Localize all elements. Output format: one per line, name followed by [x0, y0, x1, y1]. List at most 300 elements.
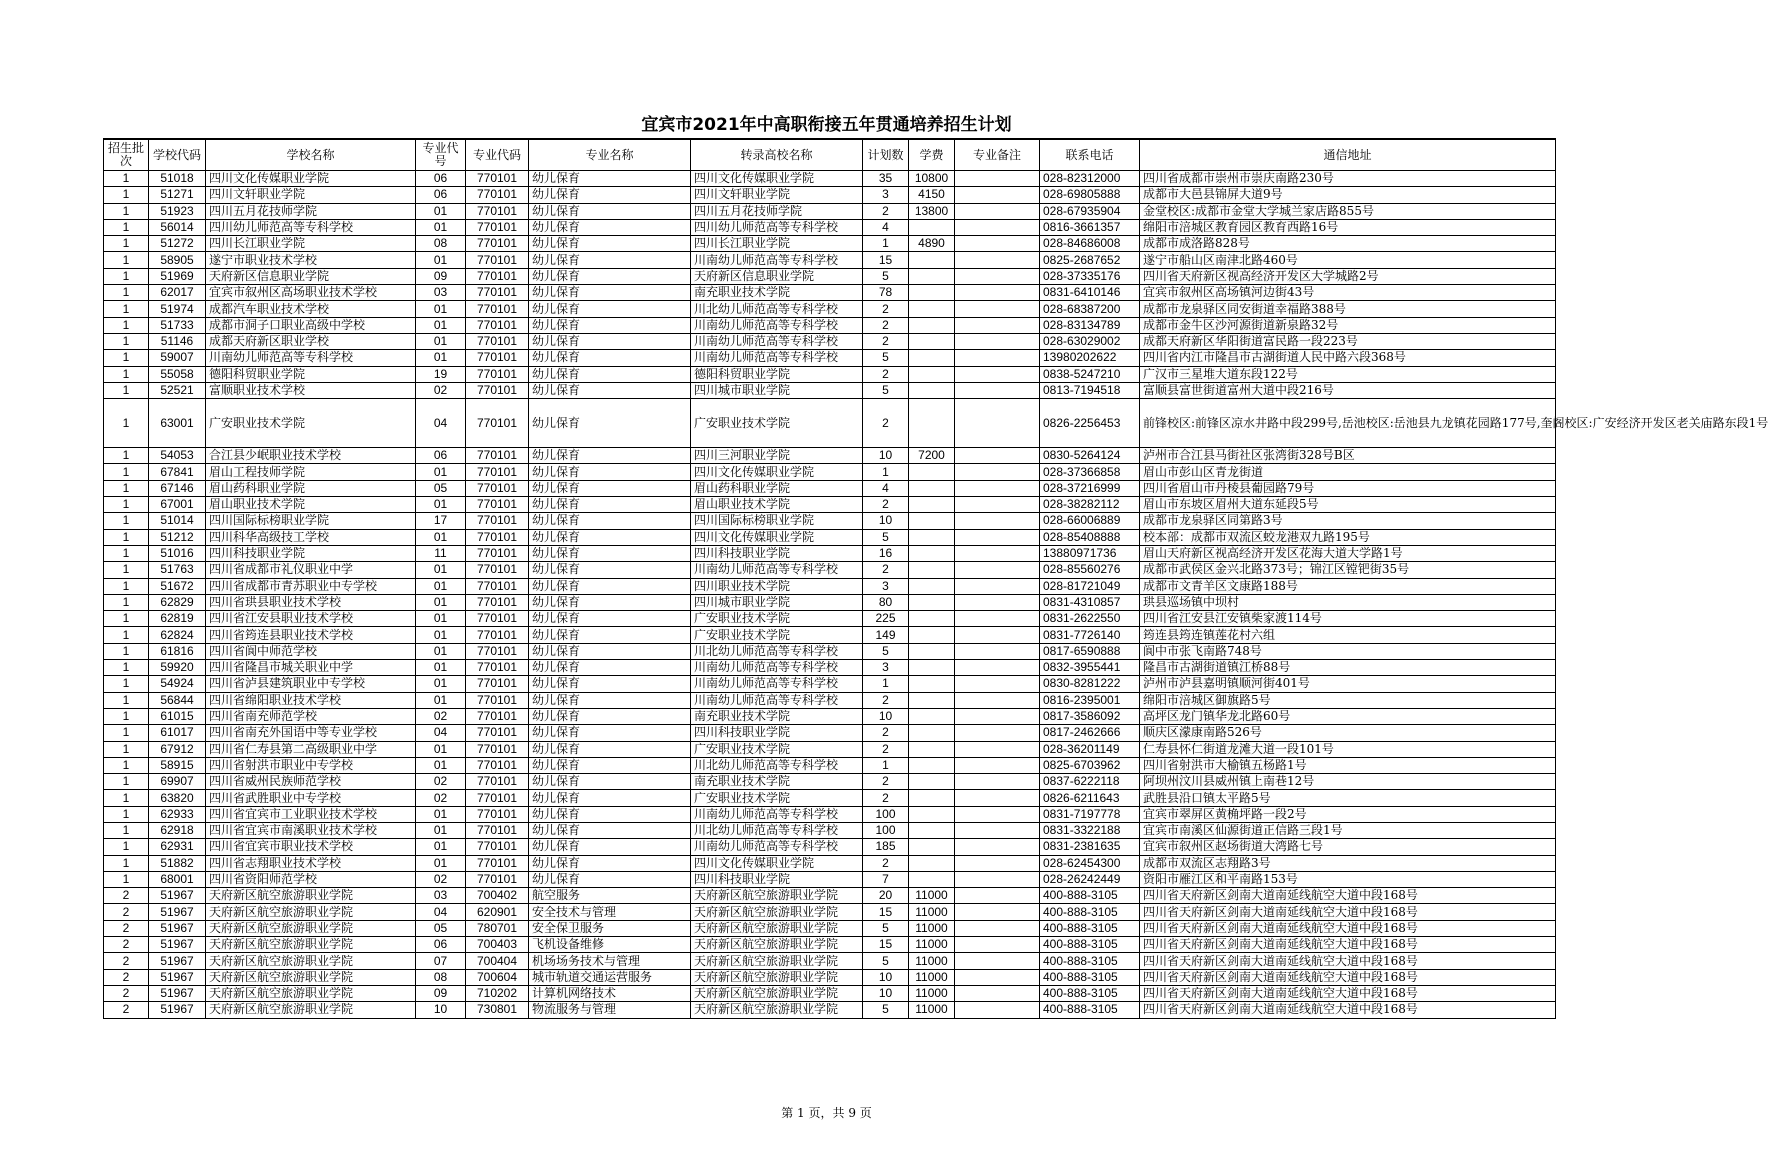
cell-remarks	[955, 187, 1040, 203]
cell-plan-count: 2	[863, 399, 909, 448]
cell-major-id: 01	[416, 219, 466, 235]
cell-major-code: 770101	[466, 219, 529, 235]
cell-plan-count: 100	[863, 822, 909, 838]
cell-school-name: 天府新区航空旅游职业学院	[206, 888, 416, 904]
cell-remarks	[955, 871, 1040, 887]
cell-major-name: 幼儿保育	[529, 757, 691, 773]
cell-school-code: 67912	[149, 741, 206, 757]
cell-school-name: 宜宾市叙州区高场职业技术学校	[206, 285, 416, 301]
cell-batch: 1	[104, 741, 149, 757]
cell-address: 泸州市合江县马街社区张湾街328号B区	[1140, 448, 1556, 464]
cell-school-code: 54053	[149, 448, 206, 464]
table-row	[104, 985, 1556, 1001]
cell-phone: 0831-2381635	[1040, 839, 1140, 855]
cell-phone: 0830-8281222	[1040, 676, 1140, 692]
cell-address: 宜宾市叙州区高场镇河边街43号	[1140, 285, 1556, 301]
cell-address: 阿坝州汶川县威州镇上南巷12号	[1140, 774, 1556, 790]
cell-address: 成都市大邑县锦屏大道9号	[1140, 187, 1556, 203]
cell-remarks	[955, 578, 1040, 594]
cell-school-code: 51014	[149, 513, 206, 529]
cell-transfer-college: 天府新区航空旅游职业学院	[691, 985, 863, 1001]
cell-address: 顺庆区濛康南路526号	[1140, 725, 1556, 741]
cell-batch: 1	[104, 350, 149, 366]
cell-school-code: 52521	[149, 382, 206, 398]
cell-major-id: 07	[416, 953, 466, 969]
cell-major-code: 770101	[466, 871, 529, 887]
cell-major-code: 770101	[466, 545, 529, 561]
cell-major-code: 730801	[466, 1002, 529, 1018]
cell-transfer-college: 四川幼儿师范高等专科学校	[691, 219, 863, 235]
cell-transfer-college: 广安职业技术学院	[691, 741, 863, 757]
cell-tuition	[909, 317, 955, 333]
cell-major-id: 01	[416, 252, 466, 268]
cell-major-code: 770101	[466, 594, 529, 610]
cell-tuition	[909, 366, 955, 382]
table-row	[104, 285, 1556, 301]
cell-major-id: 03	[416, 285, 466, 301]
cell-transfer-college: 南充职业技术学院	[691, 774, 863, 790]
cell-major-code: 700604	[466, 969, 529, 985]
cell-major-id: 02	[416, 382, 466, 398]
cell-batch: 1	[104, 480, 149, 496]
cell-school-name: 眉山药科职业学院	[206, 480, 416, 496]
cell-remarks	[955, 953, 1040, 969]
cell-phone: 028-66006889	[1040, 513, 1140, 529]
cell-transfer-college: 四川职业技术学院	[691, 578, 863, 594]
cell-plan-count: 5	[863, 382, 909, 398]
table-row	[104, 774, 1556, 790]
table-row	[104, 757, 1556, 773]
cell-phone: 0817-6590888	[1040, 643, 1140, 659]
cell-major-id: 04	[416, 725, 466, 741]
cell-tuition	[909, 513, 955, 529]
cell-major-id: 01	[416, 822, 466, 838]
cell-address: 成都天府新区华阳街道富民路一段223号	[1140, 333, 1556, 349]
cell-major-name: 幼儿保育	[529, 252, 691, 268]
cell-remarks	[955, 448, 1040, 464]
cell-address: 四川省天府新区剑南大道南延线航空大道中段168号	[1140, 937, 1556, 953]
cell-transfer-college: 四川三河职业学院	[691, 448, 863, 464]
cell-plan-count: 5	[863, 529, 909, 545]
cell-batch: 1	[104, 171, 149, 187]
cell-phone: 0825-2687652	[1040, 252, 1140, 268]
cell-school-code: 51672	[149, 578, 206, 594]
table-row	[104, 382, 1556, 398]
table-row	[104, 888, 1556, 904]
cell-tuition	[909, 643, 955, 659]
table-row	[104, 725, 1556, 741]
cell-major-id: 06	[416, 448, 466, 464]
cell-major-name: 幼儿保育	[529, 611, 691, 627]
cell-batch: 1	[104, 366, 149, 382]
cell-school-name: 天府新区航空旅游职业学院	[206, 1002, 416, 1018]
cell-phone: 028-67935904	[1040, 203, 1140, 219]
cell-phone: 400-888-3105	[1040, 937, 1140, 953]
cell-remarks	[955, 350, 1040, 366]
cell-remarks	[955, 171, 1040, 187]
cell-school-name: 四川省阆中师范学校	[206, 643, 416, 659]
cell-major-id: 02	[416, 708, 466, 724]
cell-plan-count: 5	[863, 953, 909, 969]
cell-address: 校本部：成都市双流区蛟龙港双九路195号	[1140, 529, 1556, 545]
cell-school-code: 63001	[149, 399, 206, 448]
cell-remarks	[955, 643, 1040, 659]
cell-remarks	[955, 904, 1040, 920]
cell-major-name: 幼儿保育	[529, 464, 691, 480]
cell-major-name: 幼儿保育	[529, 855, 691, 871]
cell-plan-count: 3	[863, 187, 909, 203]
cell-major-code: 770101	[466, 399, 529, 448]
cell-batch: 1	[104, 448, 149, 464]
cell-transfer-college: 川南幼儿师范高等专科学校	[691, 660, 863, 676]
cell-remarks	[955, 399, 1040, 448]
cell-tuition	[909, 285, 955, 301]
cell-remarks	[955, 985, 1040, 1001]
cell-school-name: 天府新区航空旅游职业学院	[206, 920, 416, 936]
table-row	[104, 920, 1556, 936]
table-row	[104, 301, 1556, 317]
cell-major-id: 01	[416, 203, 466, 219]
cell-plan-count: 7	[863, 871, 909, 887]
cell-tuition	[909, 464, 955, 480]
table-row	[104, 578, 1556, 594]
cell-major-name: 幼儿保育	[529, 545, 691, 561]
table-row	[104, 806, 1556, 822]
cell-tuition	[909, 839, 955, 855]
cell-major-name: 幼儿保育	[529, 203, 691, 219]
cell-transfer-college: 天府新区航空旅游职业学院	[691, 969, 863, 985]
cell-school-name: 四川长江职业学院	[206, 236, 416, 252]
cell-tuition	[909, 822, 955, 838]
cell-tuition	[909, 252, 955, 268]
table-row	[104, 171, 1556, 187]
cell-address: 四川省内江市隆昌市古湖街道人民中路六段368号	[1140, 350, 1556, 366]
cell-phone: 400-888-3105	[1040, 904, 1140, 920]
cell-school-code: 62918	[149, 822, 206, 838]
cell-address: 绵阳市涪城区御旗路5号	[1140, 692, 1556, 708]
cell-school-code: 51974	[149, 301, 206, 317]
cell-address: 宜宾市翠屏区黄桷坪路一段2号	[1140, 806, 1556, 822]
cell-major-name: 幼儿保育	[529, 708, 691, 724]
cell-school-code: 59007	[149, 350, 206, 366]
cell-school-code: 62829	[149, 594, 206, 610]
cell-tuition	[909, 594, 955, 610]
cell-major-code: 770101	[466, 855, 529, 871]
header-plan-count: 计划数	[863, 139, 909, 171]
cell-remarks	[955, 822, 1040, 838]
cell-transfer-college: 川北幼儿师范高等专科学校	[691, 822, 863, 838]
cell-batch: 1	[104, 692, 149, 708]
cell-address: 四川省天府新区剑南大道南延线航空大道中段168号	[1140, 953, 1556, 969]
cell-tuition	[909, 268, 955, 284]
cell-tuition: 11000	[909, 969, 955, 985]
cell-major-id: 02	[416, 871, 466, 887]
table-row	[104, 871, 1556, 887]
cell-major-name: 幼儿保育	[529, 285, 691, 301]
cell-school-name: 四川省威州民族师范学校	[206, 774, 416, 790]
cell-transfer-college: 川南幼儿师范高等专科学校	[691, 333, 863, 349]
table-row	[104, 497, 1556, 513]
table-row	[104, 448, 1556, 464]
cell-address: 四川省眉山市丹棱县葡园路79号	[1140, 480, 1556, 496]
cell-transfer-college: 川北幼儿师范高等专科学校	[691, 301, 863, 317]
cell-batch: 1	[104, 399, 149, 448]
cell-major-id: 17	[416, 513, 466, 529]
cell-tuition	[909, 660, 955, 676]
cell-remarks	[955, 203, 1040, 219]
header-major-name: 专业名称	[529, 139, 691, 171]
cell-transfer-college: 四川五月花技师学院	[691, 203, 863, 219]
cell-plan-count: 10	[863, 513, 909, 529]
cell-phone: 0831-2622550	[1040, 611, 1140, 627]
cell-major-name: 幼儿保育	[529, 562, 691, 578]
cell-major-name: 幼儿保育	[529, 236, 691, 252]
cell-school-name: 眉山职业技术学院	[206, 497, 416, 513]
cell-tuition	[909, 741, 955, 757]
cell-major-id: 06	[416, 937, 466, 953]
cell-batch: 1	[104, 822, 149, 838]
cell-plan-count: 5	[863, 643, 909, 659]
cell-plan-count: 185	[863, 839, 909, 855]
cell-major-code: 770101	[466, 529, 529, 545]
cell-major-code: 770101	[466, 236, 529, 252]
cell-major-id: 19	[416, 366, 466, 382]
cell-school-name: 四川五月花技师学院	[206, 203, 416, 219]
cell-transfer-college: 川南幼儿师范高等专科学校	[691, 350, 863, 366]
cell-school-name: 成都市洞子口职业高级中学校	[206, 317, 416, 333]
cell-major-name: 计算机网络技术	[529, 985, 691, 1001]
cell-major-id: 05	[416, 920, 466, 936]
cell-school-code: 59920	[149, 660, 206, 676]
cell-tuition: 13800	[909, 203, 955, 219]
table-row	[104, 594, 1556, 610]
cell-school-name: 天府新区航空旅游职业学院	[206, 937, 416, 953]
cell-major-id: 01	[416, 594, 466, 610]
cell-tuition	[909, 855, 955, 871]
cell-school-name: 天府新区航空旅游职业学院	[206, 985, 416, 1001]
cell-major-id: 01	[416, 741, 466, 757]
cell-transfer-college: 四川城市职业学院	[691, 382, 863, 398]
cell-school-code: 51967	[149, 985, 206, 1001]
cell-school-name: 四川幼儿师范高等专科学校	[206, 219, 416, 235]
cell-batch: 1	[104, 660, 149, 676]
cell-batch: 1	[104, 806, 149, 822]
cell-school-name: 四川省江安县职业技术学校	[206, 611, 416, 627]
cell-remarks	[955, 725, 1040, 741]
cell-major-name: 安全技术与管理	[529, 904, 691, 920]
cell-batch: 1	[104, 285, 149, 301]
cell-transfer-college: 天府新区航空旅游职业学院	[691, 904, 863, 920]
cell-plan-count: 5	[863, 268, 909, 284]
header-transfer-college: 转录高校名称	[691, 139, 863, 171]
cell-batch: 1	[104, 676, 149, 692]
cell-major-code: 770101	[466, 464, 529, 480]
cell-major-id: 11	[416, 545, 466, 561]
cell-school-code: 62819	[149, 611, 206, 627]
cell-transfer-college: 广安职业技术学院	[691, 611, 863, 627]
cell-major-name: 安全保卫服务	[529, 920, 691, 936]
cell-school-name: 天府新区航空旅游职业学院	[206, 953, 416, 969]
cell-school-code: 51967	[149, 969, 206, 985]
cell-major-id: 01	[416, 839, 466, 855]
cell-major-name: 幼儿保育	[529, 643, 691, 659]
cell-tuition	[909, 611, 955, 627]
cell-major-code: 770101	[466, 725, 529, 741]
cell-tuition	[909, 382, 955, 398]
cell-major-code: 770101	[466, 301, 529, 317]
cell-transfer-college: 眉山职业技术学院	[691, 497, 863, 513]
cell-address: 珙县巡场镇中坝村	[1140, 594, 1556, 610]
cell-major-id: 02	[416, 790, 466, 806]
cell-major-name: 幼儿保育	[529, 578, 691, 594]
cell-address: 成都市双流区志翔路3号	[1140, 855, 1556, 871]
cell-transfer-college: 四川科技职业学院	[691, 871, 863, 887]
cell-remarks	[955, 382, 1040, 398]
cell-remarks	[955, 268, 1040, 284]
cell-plan-count: 2	[863, 725, 909, 741]
cell-school-name: 富顺职业技术学校	[206, 382, 416, 398]
cell-batch: 1	[104, 268, 149, 284]
cell-transfer-college: 川南幼儿师范高等专科学校	[691, 676, 863, 692]
cell-school-code: 56014	[149, 219, 206, 235]
table-row	[104, 627, 1556, 643]
cell-school-code: 62824	[149, 627, 206, 643]
cell-transfer-college: 广安职业技术学院	[691, 627, 863, 643]
cell-tuition	[909, 529, 955, 545]
cell-school-code: 51763	[149, 562, 206, 578]
cell-major-id: 01	[416, 317, 466, 333]
table-row	[104, 187, 1556, 203]
cell-school-code: 58905	[149, 252, 206, 268]
cell-tuition: 11000	[909, 920, 955, 936]
cell-tuition	[909, 708, 955, 724]
cell-remarks	[955, 1002, 1040, 1018]
cell-school-code: 51733	[149, 317, 206, 333]
cell-school-name: 合江县少岷职业技术学校	[206, 448, 416, 464]
cell-major-name: 幼儿保育	[529, 480, 691, 496]
cell-plan-count: 2	[863, 855, 909, 871]
cell-school-name: 四川省仁寿县第二高级职业中学	[206, 741, 416, 757]
cell-major-code: 770101	[466, 757, 529, 773]
cell-batch: 1	[104, 333, 149, 349]
cell-transfer-college: 四川文化传媒职业学院	[691, 529, 863, 545]
cell-batch: 1	[104, 578, 149, 594]
cell-remarks	[955, 594, 1040, 610]
cell-transfer-college: 川南幼儿师范高等专科学校	[691, 692, 863, 708]
cell-remarks	[955, 692, 1040, 708]
cell-school-name: 成都天府新区职业学校	[206, 333, 416, 349]
table-row	[104, 741, 1556, 757]
cell-major-code: 770101	[466, 203, 529, 219]
cell-remarks	[955, 708, 1040, 724]
cell-major-id: 01	[416, 529, 466, 545]
cell-remarks	[955, 790, 1040, 806]
header-school-name: 学校名称	[206, 139, 416, 171]
cell-phone: 400-888-3105	[1040, 985, 1140, 1001]
table-row	[104, 790, 1556, 806]
cell-major-name: 幼儿保育	[529, 399, 691, 448]
cell-tuition: 4890	[909, 236, 955, 252]
cell-phone: 0813-7194518	[1040, 382, 1140, 398]
cell-transfer-college: 四川文化传媒职业学院	[691, 464, 863, 480]
cell-phone: 028-37216999	[1040, 480, 1140, 496]
cell-transfer-college: 川北幼儿师范高等专科学校	[691, 643, 863, 659]
cell-remarks	[955, 888, 1040, 904]
table-row	[104, 937, 1556, 953]
cell-major-name: 幼儿保育	[529, 660, 691, 676]
cell-transfer-college: 四川科技职业学院	[691, 725, 863, 741]
cell-phone: 0826-2256453	[1040, 399, 1140, 448]
cell-address: 武胜县沿口镇太平路5号	[1140, 790, 1556, 806]
cell-school-code: 63820	[149, 790, 206, 806]
cell-address: 四川省射洪市大榆镇五杨路1号	[1140, 757, 1556, 773]
cell-transfer-college: 天府新区航空旅游职业学院	[691, 1002, 863, 1018]
cell-major-id: 01	[416, 578, 466, 594]
cell-major-name: 城市轨道交通运营服务	[529, 969, 691, 985]
cell-batch: 1	[104, 187, 149, 203]
table-body	[104, 171, 1768, 1019]
cell-major-name: 机场场务技术与管理	[529, 953, 691, 969]
cell-batch: 1	[104, 203, 149, 219]
cell-major-id: 05	[416, 480, 466, 496]
cell-transfer-college: 川南幼儿师范高等专科学校	[691, 806, 863, 822]
table-row	[104, 513, 1556, 529]
cell-plan-count: 20	[863, 888, 909, 904]
cell-phone: 0832-3955441	[1040, 660, 1140, 676]
table-row	[104, 480, 1556, 496]
cell-major-name: 幼儿保育	[529, 366, 691, 382]
cell-major-code: 770101	[466, 562, 529, 578]
cell-major-code: 770101	[466, 448, 529, 464]
cell-remarks	[955, 660, 1040, 676]
cell-transfer-college: 南充职业技术学院	[691, 285, 863, 301]
cell-batch: 1	[104, 871, 149, 887]
cell-major-code: 770101	[466, 480, 529, 496]
cell-tuition: 11000	[909, 1002, 955, 1018]
cell-remarks	[955, 529, 1040, 545]
cell-transfer-college: 四川城市职业学院	[691, 594, 863, 610]
cell-major-code: 770101	[466, 643, 529, 659]
cell-tuition: 7200	[909, 448, 955, 464]
cell-school-code: 51272	[149, 236, 206, 252]
table-row	[104, 1002, 1556, 1018]
cell-phone: 0831-3322188	[1040, 822, 1140, 838]
cell-address: 眉山天府新区视高经济开发区花海大道大学路1号	[1140, 545, 1556, 561]
cell-tuition	[909, 725, 955, 741]
cell-address: 四川省天府新区剑南大道南延线航空大道中段168号	[1140, 985, 1556, 1001]
table-row	[104, 236, 1556, 252]
cell-major-name: 幼儿保育	[529, 790, 691, 806]
cell-phone: 0826-6211643	[1040, 790, 1140, 806]
cell-plan-count: 149	[863, 627, 909, 643]
cell-remarks	[955, 285, 1040, 301]
cell-address: 四川省江安县江安镇柴家渡114号	[1140, 611, 1556, 627]
cell-address: 成都市龙泉驿区同第路3号	[1140, 513, 1556, 529]
cell-school-name: 遂宁市职业技术学校	[206, 252, 416, 268]
cell-plan-count: 10	[863, 969, 909, 985]
cell-school-code: 69907	[149, 774, 206, 790]
cell-school-name: 四川科华高级技工学校	[206, 529, 416, 545]
cell-phone: 028-68387200	[1040, 301, 1140, 317]
cell-school-name: 广安职业技术学院	[206, 399, 416, 448]
cell-plan-count: 2	[863, 562, 909, 578]
cell-remarks	[955, 219, 1040, 235]
cell-school-code: 55058	[149, 366, 206, 382]
table-row	[104, 350, 1556, 366]
cell-plan-count: 2	[863, 333, 909, 349]
cell-major-id: 01	[416, 333, 466, 349]
cell-school-code: 62931	[149, 839, 206, 855]
